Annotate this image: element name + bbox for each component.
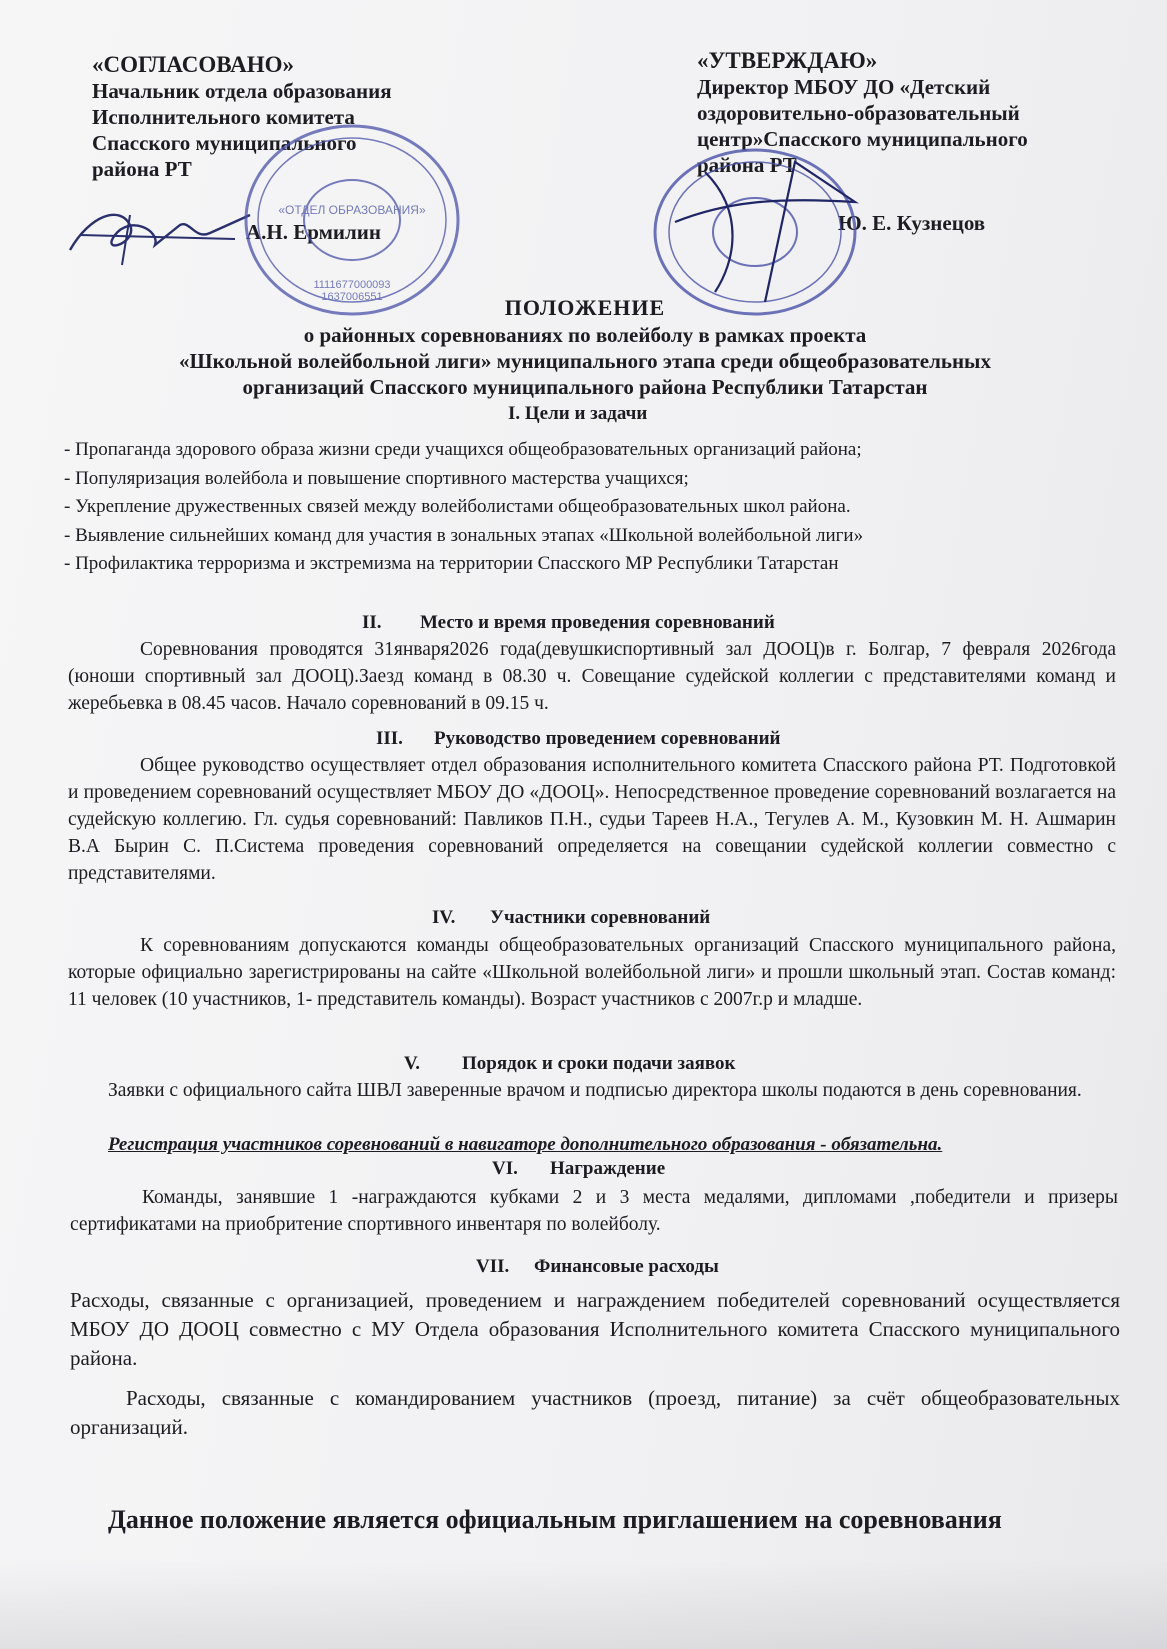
section-5-number: V. <box>404 1053 421 1074</box>
section-6-title: Награждение <box>550 1158 666 1179</box>
stamp-left-number: 1111677000093 <box>313 279 391 291</box>
section-3-heading <box>376 728 781 750</box>
section-5-heading <box>404 1053 735 1075</box>
goal-item: - Укрепление дружественных связей между волейболистами общеобразовательных школ района. <box>64 496 851 517</box>
section-4-title: Участники соревнований <box>490 907 711 928</box>
section-3-text: Общее руководство осуществляет отдел образования исполнительного комитета Спасского района РТ. Подготовкой и проведением соревнований осуществляет МБОУ ДО «ДООЦ». Непосредственное проведение соревнований возлагается на судейскую коллегию. Гл. судья соревнований: Павликов П.Н., судьи Тареев Н.А., Тегулев А. М., Кузовкин М. Н. Ашмарин В.А Бырин С. П.Система проведения соревнований определяется на совещании судейской коллегии совместно с представителями. <box>68 755 1116 884</box>
approval-approve-line: центр»Спасского муниципального <box>697 127 1028 151</box>
section-7-text-2: Расходы, связанные с командированием участников (проезд, питание) за счёт общеобразовательных организаций. <box>70 1386 1120 1439</box>
agreed-signer-name: А.Н. Ермилин <box>246 220 382 244</box>
document-title: ПОЛОЖЕНИЕ <box>504 295 666 320</box>
approval-approve-title: «УТВЕРЖДАЮ» <box>697 48 878 73</box>
handwritten-signature-left <box>60 195 260 275</box>
section-4-text: К соревнованиям допускаются команды общеобразовательных организаций Спасского муниципального района, которые официально зарегистрированы на сайте «Школьной волейбольной лиги» и прошли школьный этап. Состав команд: 11 человек (10 участников, 1- представитель команды). Возраст участников с 2007г.р и младше. <box>68 935 1116 1010</box>
section-6-text: Команды, занявшие 1 -награждаются кубками 2 и 3 места медалями, дипломами ,победители и призеры сертификатами на приобритение спортивного инвентаря по волейболу. <box>70 1187 1118 1235</box>
approval-agreed-line: района РТ <box>92 157 192 181</box>
page-shadow <box>0 1559 1167 1649</box>
section-5-text: Заявки с официального сайта ШВЛ заверенные врачом и подписью директора школы подаются в день соревнования. <box>108 1080 1082 1101</box>
stamp-left-number2: 1637006551 <box>321 291 383 303</box>
document-subtitle-line: «Школьной волейбольной лиги» муниципального этапа среди общеобразовательных <box>179 349 991 373</box>
goal-item: - Профилактика терроризма и экстремизма на территории Спасского МР Республики Татарстан <box>64 553 839 574</box>
goals-list <box>64 436 1104 579</box>
goal-item: - Выявление сильнейших команд для участия в зональных этапах «Школьной волейбольной лиги» <box>64 524 864 546</box>
section-7-title: Финансовые расходы <box>534 1256 719 1277</box>
section-4-number: IV. <box>432 907 456 928</box>
approval-agreed-line: Исполнительного комитета <box>92 105 355 129</box>
section-2-heading <box>362 612 775 634</box>
section-6-heading <box>492 1158 665 1180</box>
section-7-text-1: Расходы, связанные с организацией, проведением и награждением победителей соревнований осуществляется МБОУ ДО ДООЦ совместно с МУ Отдела образования Исполнительного комитета Спасского муниципального района. <box>70 1288 1120 1370</box>
approval-agreed-line: Начальник отдела образования <box>92 79 392 103</box>
section-3-title: Руководство проведением соревнований <box>434 728 781 749</box>
approve-signer-name: Ю. Е. Кузнецов <box>838 211 986 235</box>
section-5-registration-note: Регистрация участников соревнований в навигаторе дополнительного образования - обязательна. <box>108 1134 943 1155</box>
handwritten-signature-right <box>675 162 855 302</box>
document-subtitle-line: о районных соревнованиях по волейболу в рамках проекта <box>303 323 867 347</box>
goal-item: - Популяризация волейбола и повышение спортивного мастерства учащихся; <box>64 467 689 489</box>
section-1-heading: I. Цели и задачи <box>508 403 648 424</box>
approval-approve-line: Директор МБОУ ДО «Детский <box>697 75 991 99</box>
stamp-left-center-text: «ОТДЕЛ ОБРАЗОВАНИЯ» <box>278 203 426 217</box>
approval-approve-line: района РТ <box>697 153 797 177</box>
approval-approve-line: оздоровительно-образовательный <box>697 101 1020 125</box>
closing-statement: Данное положение является официальным приглашением на соревнования <box>108 1505 1002 1534</box>
section-4-heading <box>432 907 710 929</box>
section-5-title: Порядок и сроки подачи заявок <box>462 1053 736 1074</box>
approval-agreed-title: «СОГЛАСОВАНО» <box>92 52 295 77</box>
section-2-text: Соревнования проводятся 31января2026 года(девушкиспортивный зал ДООЦ)в г. Болгар, 7 февраля 2026года (юноши спортивный зал ДООЦ).Заезд команд в 08.30 ч. Совещание судейской коллегии с представителями команд и жеребьевка в 08.45 часов. Начало соревнований в 09.15 ч. <box>68 639 1116 714</box>
section-2-title: Место и время проведения соревнований <box>420 612 775 633</box>
official-stamp-left <box>240 120 470 320</box>
section-3-number: III. <box>376 728 403 749</box>
section-2-number: II. <box>362 612 382 633</box>
section-7-heading <box>476 1256 719 1278</box>
goal-item: - Пропаганда здорового образа жизни среди учащихся общеобразовательных организаций района; <box>64 439 862 460</box>
approval-agreed-line: Спасского муниципального <box>92 131 357 155</box>
document-subtitle-line: организаций Спасского муниципального района Республики Татарстан <box>242 375 928 399</box>
section-6-number: VI. <box>492 1158 518 1179</box>
section-7-number: VII. <box>476 1256 510 1277</box>
